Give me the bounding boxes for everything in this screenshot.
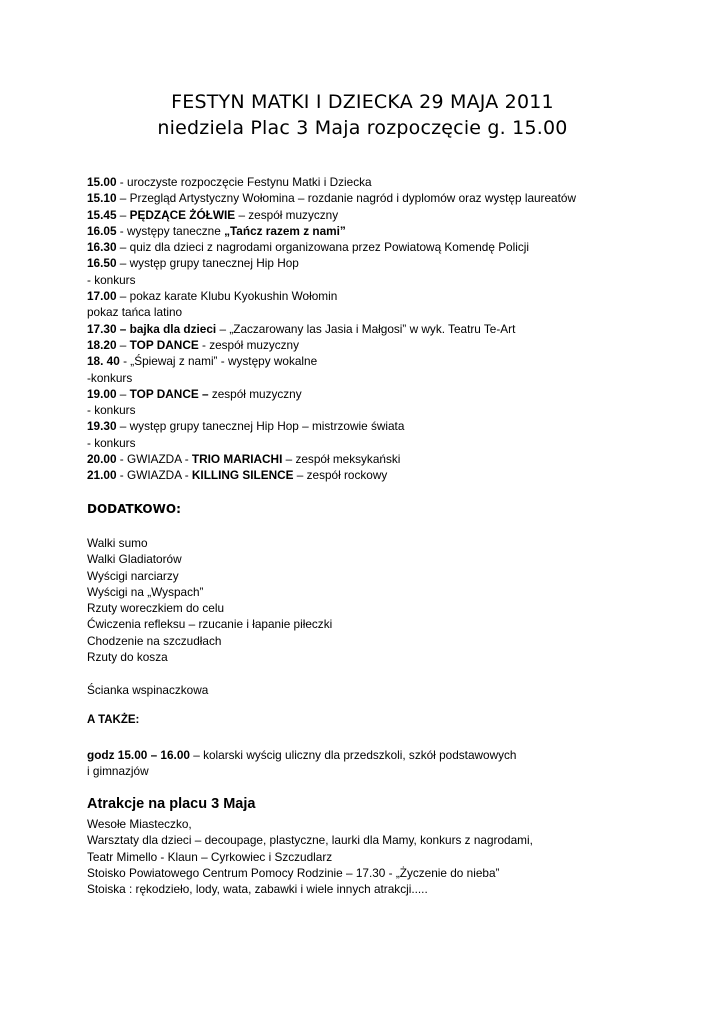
schedule-text: – zespół rockowy	[293, 468, 388, 483]
schedule-item	[87, 451, 687, 467]
schedule-text: quiz dla dzieci z nagrodami organizowana przez Powiatową Komendę Policji	[129, 240, 529, 255]
page-title: FESTYN MATKI I DZIECKA 29 MAJA 2011	[171, 91, 554, 113]
performer-name: TOP DANCE –	[129, 386, 209, 401]
schedule-separator: –	[216, 321, 230, 336]
schedule-note: pokaz tańca latino	[87, 305, 183, 320]
schedule-note: - konkurs	[87, 272, 136, 287]
attractions-list	[87, 816, 533, 897]
extras-heading: DODATKOWO:	[87, 502, 181, 516]
schedule-item	[87, 190, 687, 206]
schedule-separator: -	[116, 223, 128, 238]
schedule-time: 17.00	[87, 289, 117, 304]
list-item: Rzuty woreczkiem do celu	[87, 601, 225, 616]
schedule-time: 16.05	[87, 223, 117, 238]
race-description: – kolarski wyścig uliczny dla przedszkoli, szkół podstawowych	[189, 748, 517, 762]
cycling-race-text	[87, 747, 647, 780]
schedule-time: 19.00	[87, 386, 117, 401]
race-time: godz 15.00 – 16.00	[87, 748, 190, 762]
schedule-separator: –	[116, 337, 130, 352]
list-item: Wyścigi na „Wyspach”	[87, 584, 204, 599]
climbing-wall-item: Ścianka wspinaczkowa	[87, 683, 209, 697]
schedule-time: 18.20	[87, 337, 117, 352]
schedule-text: GWIAZDA -	[127, 468, 192, 483]
schedule-separator: -	[119, 354, 131, 369]
schedule-text: pokaz karate Klubu Kyokushin Wołomin	[129, 289, 338, 304]
schedule-separator: –	[116, 289, 130, 304]
schedule-time: 19.30	[87, 419, 117, 434]
schedule-text: - zespół muzyczny	[198, 337, 300, 352]
schedule-note: - konkurs	[87, 403, 136, 418]
schedule-item	[87, 337, 687, 353]
schedule-time: 18. 40	[87, 354, 120, 369]
schedule-item	[87, 207, 687, 223]
schedule-text: uroczyste rozpoczęcie Festynu Matki i Dziecka	[127, 175, 372, 189]
schedule-text: „Zaczarowany las Jasia i Małgosi” w wyk. Teatru Te-Art	[229, 321, 516, 336]
schedule-item	[87, 418, 687, 434]
schedule-item	[87, 239, 687, 255]
attractions-heading: Atrakcje na placu 3 Maja	[87, 796, 256, 812]
schedule-separator: -	[116, 468, 128, 483]
list-item: Warsztaty dla dzieci – decoupage, plastyczne, laurki dla Mamy, konkurs z nagrodami,	[87, 833, 533, 848]
page-subtitle: niedziela Plac 3 Maja rozpoczęcie g. 15.00	[157, 117, 568, 139]
list-item: Wyścigi narciarzy	[87, 568, 179, 583]
performer-name: KILLING SILENCE	[191, 468, 294, 483]
schedule-item	[87, 386, 687, 402]
performer-name: TRIO MARIACHI	[191, 452, 283, 467]
schedule-separator: –	[116, 419, 130, 434]
schedule-item	[87, 255, 687, 271]
schedule-separator: –	[116, 207, 130, 222]
performer-name: „Tańcz razem z nami”	[224, 223, 346, 238]
schedule-text: GWIAZDA -	[127, 452, 192, 467]
also-heading: A TAKŻE:	[87, 714, 140, 726]
list-item: Walki sumo	[87, 536, 148, 550]
schedule-time: 21.00	[87, 468, 117, 483]
list-item: Teatr Mimello - Klaun – Cyrkowiec i Szczudlarz	[87, 849, 333, 864]
schedule-time: 15.45	[87, 207, 117, 222]
schedule-item	[87, 467, 687, 483]
schedule-separator: –	[116, 256, 130, 271]
schedule-time: 16.30	[87, 240, 117, 255]
schedule-item	[87, 353, 687, 369]
schedule-note: - konkurs	[87, 435, 136, 450]
race-description-cont: i gimnazjów	[87, 764, 149, 779]
schedule-list	[87, 174, 687, 484]
schedule-separator: -	[116, 452, 128, 467]
list-item: Walki Gladiatorów	[87, 552, 182, 567]
schedule-text: występ grupy tanecznej Hip Hop – mistrzowie świata	[129, 419, 405, 434]
schedule-separator: -	[116, 175, 128, 189]
schedule-separator: –	[116, 240, 130, 255]
schedule-text: „Śpiewaj z nami” - występy wokalne	[130, 354, 318, 369]
list-item: Stoisko Powiatowego Centrum Pomocy Rodzinie – 17.30 - „Życzenie do nieba”	[87, 865, 500, 880]
schedule-time: 16.50	[87, 256, 117, 271]
performer-name: PĘDZĄCE ŻÓŁWIE	[129, 207, 236, 222]
schedule-time: 20.00	[87, 452, 117, 467]
schedule-item	[87, 174, 687, 190]
schedule-text: – zespół muzyczny	[235, 207, 339, 222]
schedule-item	[87, 288, 687, 304]
schedule-separator: –	[116, 386, 130, 401]
list-item: Stoiska : rękodzieło, lody, wata, zabawki i wiele innych atrakcji.....	[87, 882, 428, 897]
schedule-time: 15.10	[87, 191, 117, 206]
schedule-time: 17.30 – bajka dla dzieci	[87, 321, 217, 336]
schedule-item	[87, 223, 687, 239]
list-item: Ćwiczenia refleksu – rzucanie i łapanie piłeczki	[87, 617, 333, 632]
schedule-text: Przegląd Artystyczny Wołomina – rozdanie nagród i dyplomów oraz występ laureatów	[129, 191, 576, 206]
list-item: Chodzenie na szczudłach	[87, 633, 222, 648]
performer-name: TOP DANCE	[129, 337, 199, 352]
schedule-item	[87, 321, 687, 337]
schedule-time: 15.00	[87, 175, 117, 189]
schedule-separator: –	[116, 191, 130, 206]
schedule-text: występ grupy tanecznej Hip Hop	[129, 256, 299, 271]
schedule-text: – zespół meksykański	[282, 452, 401, 467]
list-item: Rzuty do kosza	[87, 650, 168, 665]
schedule-text: zespół muzyczny	[208, 386, 302, 401]
extras-list	[87, 535, 332, 665]
schedule-note: -konkurs	[87, 370, 133, 385]
list-item: Wesołe Miasteczko,	[87, 817, 192, 831]
schedule-text: występy taneczne	[127, 223, 225, 238]
